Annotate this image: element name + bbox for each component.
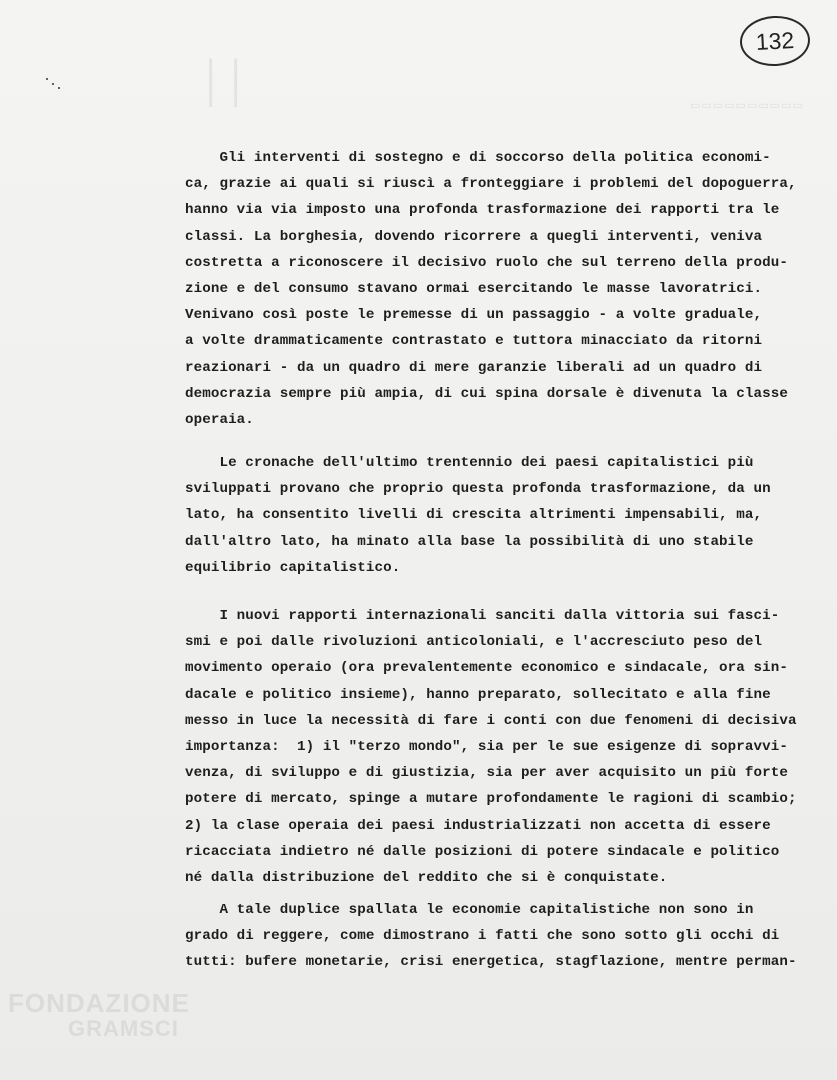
archive-watermark-logo: FONDAZIONE GRAMSCI <box>8 988 190 1041</box>
text-line: lato, ha consentito livelli di crescita altrimenti impensabili, ma, <box>185 507 763 524</box>
text-line: classi. La borghesia, dovendo ricorrere a quegli interventi, veniva <box>185 228 763 245</box>
text-line: né dalla distribuzione del reddito che si è conquistate. <box>185 869 668 886</box>
text-line: a volte drammaticamente contrastato e tuttora minacciato da ritorni <box>185 333 763 350</box>
text-line: Gli interventi di sostegno e di soccorso della politica economi- <box>185 150 771 166</box>
text-line: ca, grazie ai quali si riuscì a fronteggiare i problemi del dopoguerra, <box>185 176 797 193</box>
text-line: hanno via via imposto una profonda trasformazione dei rapporti tra le <box>185 202 780 219</box>
paragraph-4 <box>185 897 797 976</box>
text-line: sviluppati provano che proprio questa profonda trasformazione, da un <box>185 481 771 498</box>
text-line: potere di mercato, spinge a mutare profondamente le ragioni di scambio; <box>185 791 797 808</box>
text-line: movimento operaio (ora prevalentemente economico e sindacale, ora sin- <box>185 660 788 677</box>
text-line: democrazia sempre più ampia, di cui spina dorsale è divenuta la classe <box>185 385 788 402</box>
paragraph-1 <box>185 145 797 433</box>
text-line: dacale e politico insieme), hanno preparato, sollecitato e alla fine <box>185 686 771 703</box>
text-line: ricacciata indietro né dalle posizioni di potere sindacale e politico <box>185 843 780 860</box>
bleed-through-stamp: ▭▭▭▭▭▭▭▭▭▭ <box>690 100 804 112</box>
text-line: dall'altro lato, ha minato alla base la possibilità di uno stabile <box>185 533 754 550</box>
text-line: tutti: bufere monetarie, crisi energetica, stagflazione, mentre perman- <box>185 954 797 971</box>
text-line: A tale duplice spallata le economie capitalistiche non sono in <box>185 902 754 919</box>
text-line: zione e del consumo stavano ormai esercitando le masse lavoratrici. <box>185 280 763 297</box>
paragraph-2 <box>185 450 771 581</box>
text-line: 2) la clase operaia dei paesi industrializzati non accetta di essere <box>185 817 771 834</box>
text-line: grado di reggere, come dimostrano i fatti che sono sotto gli occhi di <box>185 928 780 945</box>
text-line: costretta a riconoscere il decisivo ruolo che sul terreno della produ- <box>185 254 788 271</box>
paragraph-3 <box>185 603 797 891</box>
text-line: venza, di sviluppo e di giustizia, sia per aver acquisito un più forte <box>185 765 788 782</box>
text-line: reazionari - da un quadro di mere garanzie liberali ad un quadro di <box>185 359 763 376</box>
text-line: Venivano così poste le premesse di un passaggio - a volte graduale, <box>185 307 763 324</box>
text-line: importanza: 1) il "terzo mondo", sia per le sue esigenze di sopravvi- <box>185 738 788 755</box>
text-line: operaia. <box>185 411 254 428</box>
page-number: 132 <box>755 26 795 55</box>
text-line: messo in luce la necessità di fare i conti con due fenomeni di decisiva <box>185 712 797 729</box>
text-line: Le cronache dell'ultimo trentennio dei paesi capitalistici più <box>185 455 754 472</box>
typed-body-text <box>185 145 797 976</box>
page-number-circled <box>739 14 812 68</box>
text-line: smi e poi dalle rivoluzioni anticoloniali, e l'accresciuto peso del <box>185 634 763 651</box>
bleed-through-marks: ││ <box>200 60 250 104</box>
text-line: I nuovi rapporti internazionali sanciti dalla vittoria sui fasci- <box>185 608 780 624</box>
text-line: equilibrio capitalistico. <box>185 559 401 576</box>
